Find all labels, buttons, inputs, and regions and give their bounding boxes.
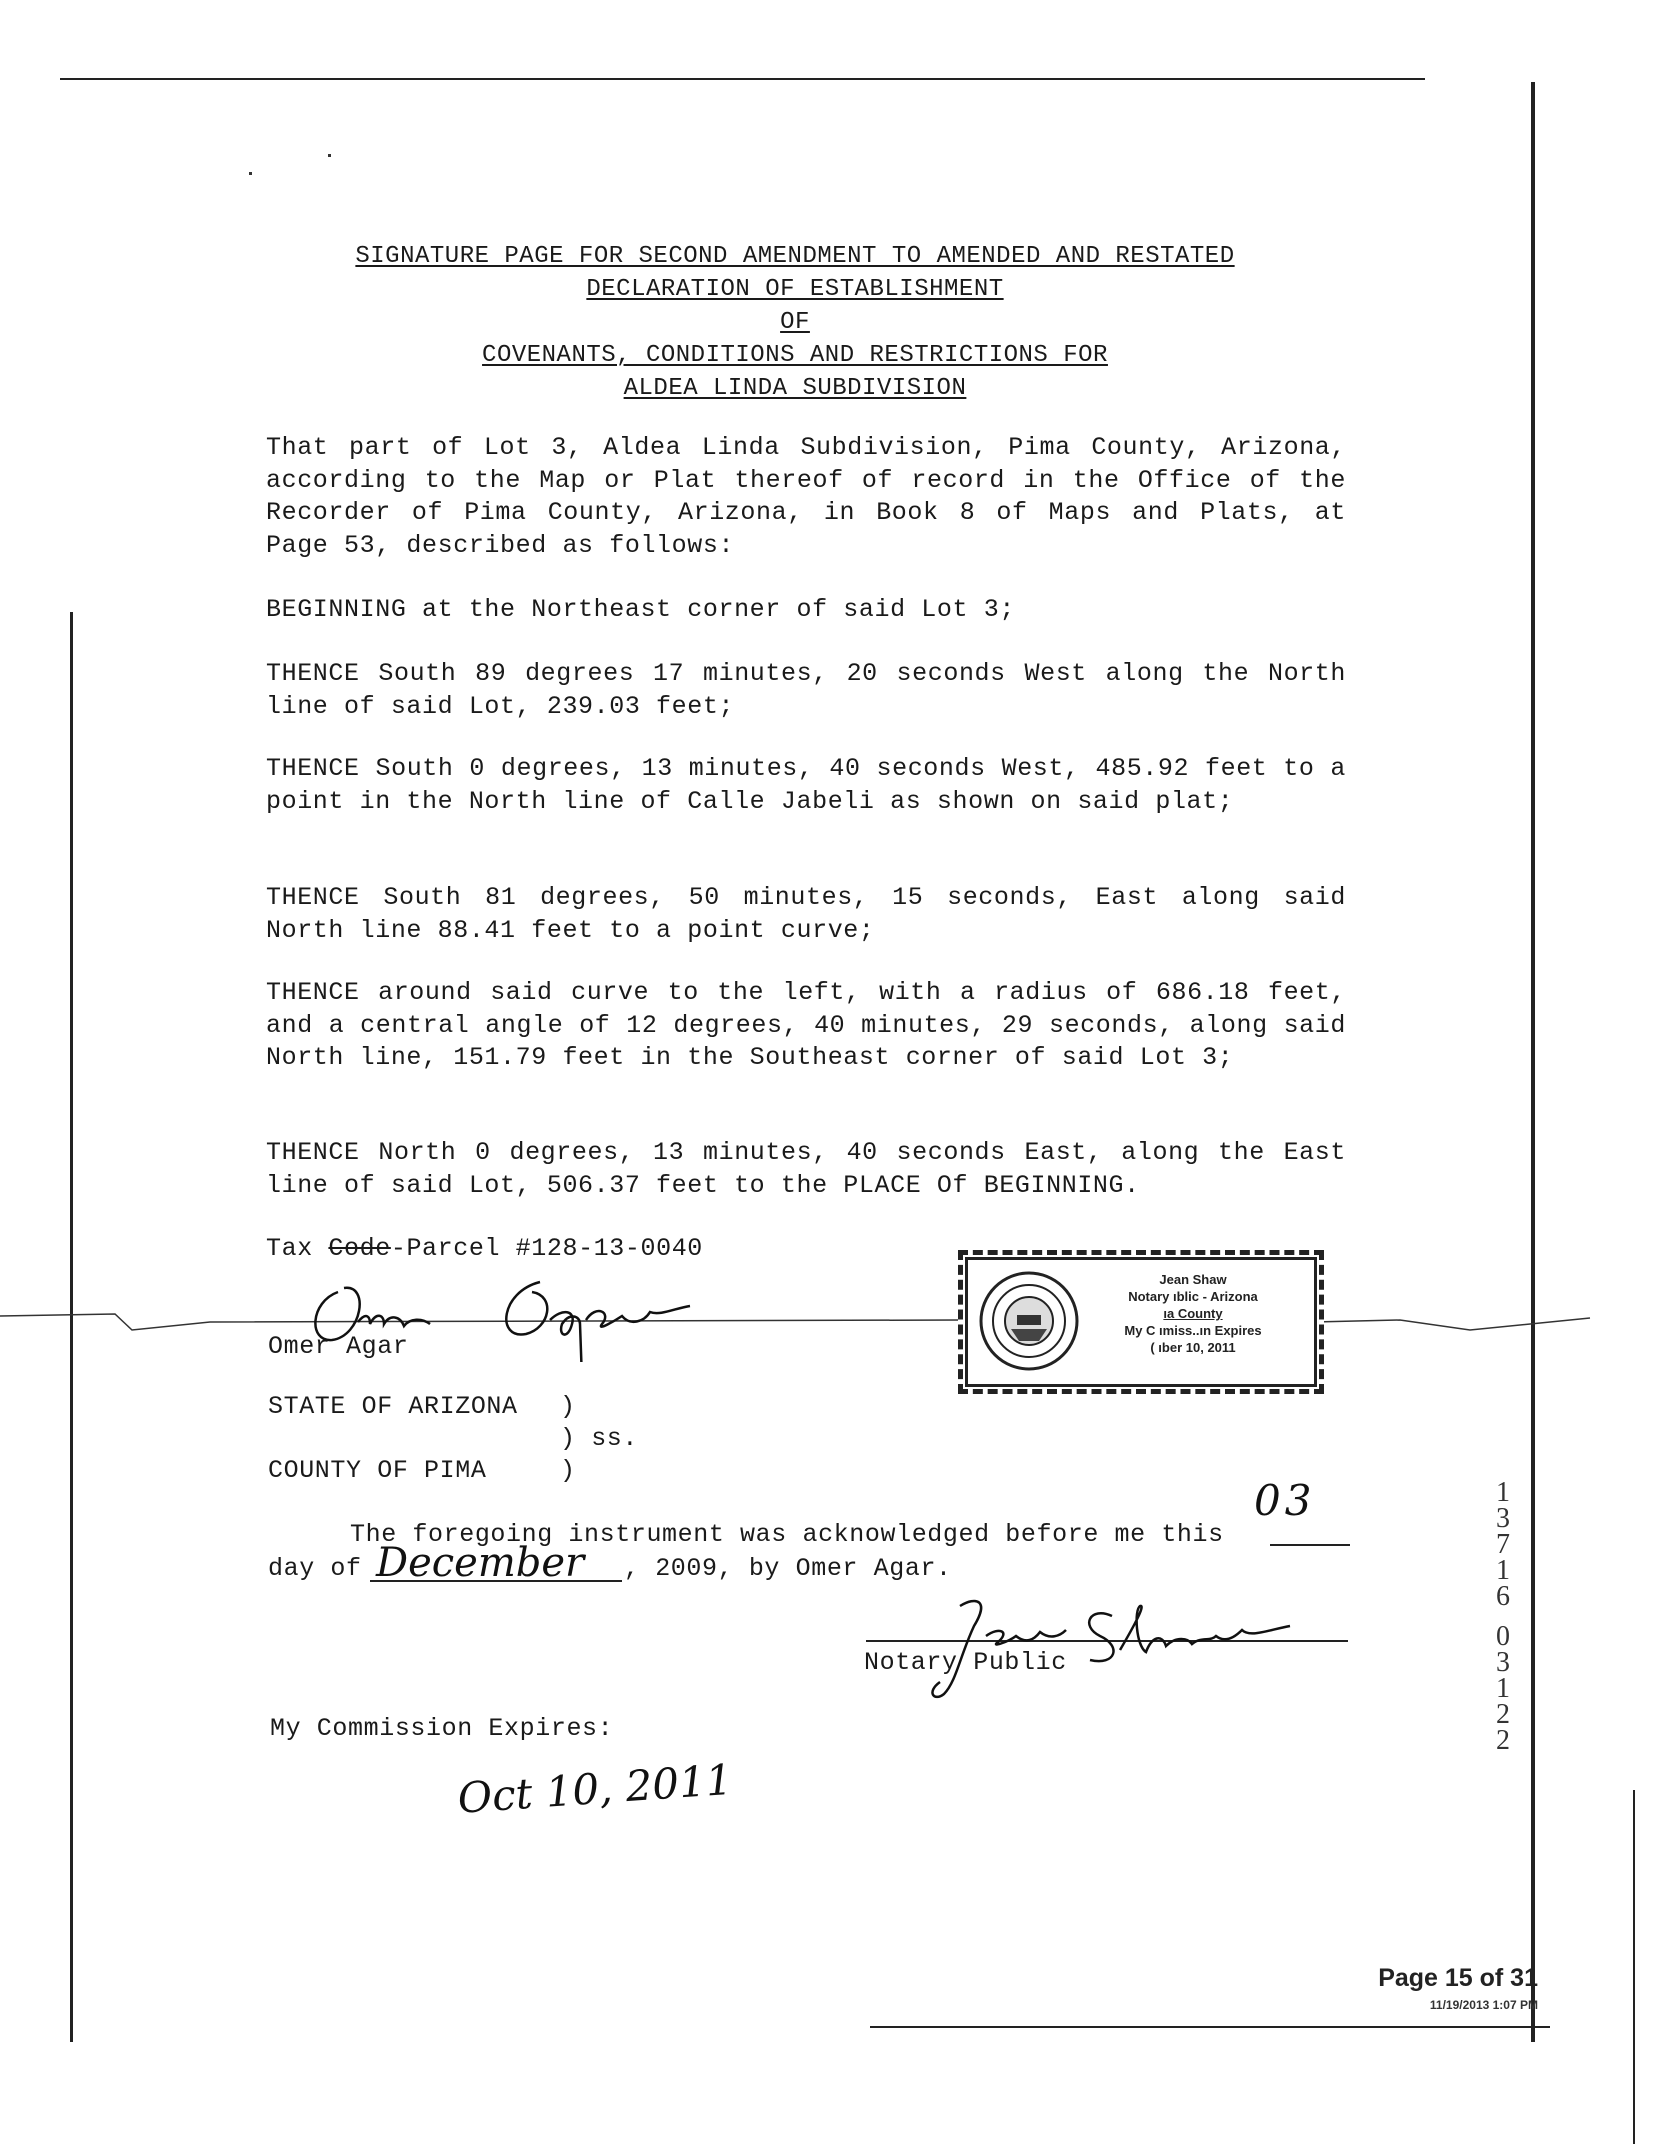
venue-ss: ) ss. — [560, 1424, 639, 1453]
commission-date-handwritten: Oct 10, 2011 — [456, 1754, 734, 1823]
title-line: SIGNATURE PAGE FOR SECOND AMENDMENT TO AMENDED AND RESTATED — [355, 243, 1235, 270]
day-blank — [1270, 1544, 1350, 1546]
venue-county: COUNTY OF PIMA — [268, 1456, 487, 1485]
recording-number-vertical — [1490, 1477, 1516, 1756]
far-right-edge-rule — [1633, 1790, 1635, 2144]
title-line: COVENANTS, CONDITIONS AND RESTRICTIONS FOR — [482, 342, 1108, 369]
recording-digit: 2 — [1496, 1699, 1510, 1730]
notary-seal-icon — [977, 1269, 1081, 1373]
recording-digit: 0 — [1496, 1621, 1510, 1652]
print-timestamp: 11/19/2013 1:07 PM — [1429, 1998, 1538, 2012]
legal-thence: THENCE South 89 degrees 17 minutes, 20 seconds West along the North line of said Lot, 239.03 feet; — [266, 659, 1346, 721]
title-line: OF — [780, 309, 810, 336]
title-line: ALDEA LINDA SUBDIVISION — [623, 375, 967, 402]
stamp-line: ( ıber 10, 2011 — [1150, 1340, 1236, 1355]
bottom-rule — [870, 2026, 1550, 2028]
recording-digit: 1 — [1496, 1477, 1510, 1508]
recording-digit: 3 — [1496, 1647, 1510, 1678]
title-line: DECLARATION OF ESTABLISHMENT — [586, 276, 1004, 303]
stamp-line: ıa County — [1163, 1306, 1223, 1321]
tax-parcel-line — [266, 1234, 703, 1263]
recording-digit: 3 — [1496, 1503, 1510, 1534]
recording-digit: 7 — [1496, 1529, 1510, 1560]
day-handwritten: 03 — [1254, 1476, 1316, 1525]
stamp-line: My C ımiss..ın Expires — [1124, 1323, 1262, 1338]
acknowledgment-line: The foregoing instrument was acknowledged before me this — [350, 1520, 1224, 1549]
month-handwritten: December — [376, 1540, 585, 1586]
owner-name: Omer Agar — [268, 1332, 409, 1361]
scan-speck — [328, 154, 331, 157]
notary-public-label: Notary Public — [864, 1648, 1067, 1677]
legal-intro: That part of Lot 3, Aldea Linda Subdivision, Pima County, Arizona, according to the Map or Plat thereof of record in the Office of the Recorder of Pima County, Arizona, in Book 8 of Maps and Plats, at Page 53, described as follows: — [266, 433, 1346, 560]
stamp-text — [1093, 1271, 1293, 1356]
legal-thence: THENCE South 0 degrees, 13 minutes, 40 seconds West, 485.92 feet to a point in the North line of Calle Jabeli as shown on said plat; — [266, 754, 1346, 816]
acknowledgment-day-of: day of — [268, 1554, 362, 1583]
parcel-number: -Parcel #128-13-0040 — [390, 1234, 703, 1263]
venue-state: STATE OF ARIZONA — [268, 1392, 518, 1421]
venue-paren: ) — [560, 1456, 576, 1485]
legal-thence: THENCE around said curve to the left, with a radius of 686.18 feet, and a central angle of 12 degrees, 40 minutes, 29 seconds, along said North line, 151.79 feet in the Southeast corner of said Lot 3; — [266, 978, 1346, 1072]
legal-beginning: BEGINNING at the Northeast corner of said Lot 3; — [266, 595, 1015, 624]
notary-stamp — [958, 1250, 1324, 1394]
top-rule — [60, 78, 1425, 80]
recording-digit: 2 — [1496, 1725, 1510, 1756]
notary-signature — [890, 1586, 1330, 1706]
acknowledgment-tail: , 2009, by Omer Agar. — [624, 1554, 952, 1583]
parcel-prefix: Tax — [266, 1234, 329, 1263]
page-number: Page 15 of 31 — [1378, 1964, 1538, 1992]
scan-crease-line — [0, 1300, 1664, 1340]
stamp-line: Jean Shaw — [1159, 1272, 1227, 1287]
scan-speck — [249, 172, 252, 175]
recording-digit: 6 — [1496, 1581, 1510, 1612]
stamp-line: Notary ıblic - Arizona — [1128, 1289, 1258, 1304]
parcel-struck-word: Code — [328, 1234, 391, 1263]
recording-digit: 1 — [1496, 1555, 1510, 1586]
commission-label: My Commission Expires: — [270, 1714, 614, 1743]
venue-paren: ) — [560, 1392, 576, 1421]
right-edge-rule — [1531, 82, 1535, 2042]
legal-thence: THENCE South 81 degrees, 50 minutes, 15 seconds, East along said North line 88.41 feet to a point curve; — [266, 883, 1346, 945]
document-title — [300, 240, 1290, 405]
legal-thence: THENCE North 0 degrees, 13 minutes, 40 seconds East, along the East line of said Lot, 506.37 feet to the PLACE Of BEGINNING. — [266, 1138, 1346, 1200]
recording-digit: 1 — [1496, 1673, 1510, 1704]
